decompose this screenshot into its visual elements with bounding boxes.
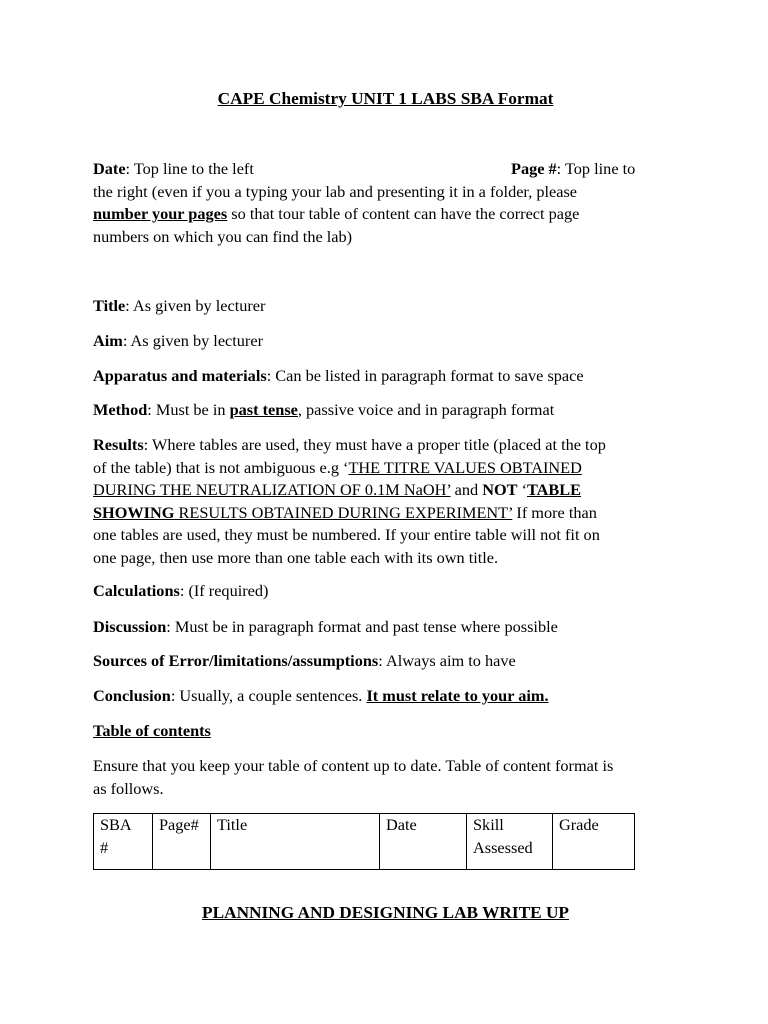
conclusion-item-text: : Usually, a couple sentences.	[170, 686, 367, 705]
method-item-text1: : Must be in	[147, 400, 230, 419]
title-item-label: Title	[93, 296, 126, 315]
date-para-line3: so that tour table of content can have the correct page	[227, 204, 580, 223]
apparatus-item-text: : Can be listed in paragraph format to save space	[266, 366, 584, 385]
table-word: TABLE	[527, 480, 581, 499]
toc-header-grade: Grade	[553, 814, 635, 870]
calculations-item-label: Calculations	[93, 581, 180, 600]
table-row	[94, 814, 635, 870]
conclusion-item-label: Conclusion	[93, 686, 171, 705]
calculations-item-text: : (If required)	[179, 581, 269, 600]
toc-header-sba: SBA #	[94, 814, 153, 870]
section-heading: PLANNING AND DESIGNING LAB WRITE UP	[202, 903, 569, 922]
date-label: Date	[93, 159, 126, 178]
method-item-label: Method	[93, 400, 148, 419]
results-line4b: RESULTS OBTAINED DURING EXPERIMENT’	[174, 502, 513, 522]
toc-header-date: Date	[380, 814, 467, 870]
sources-item-label: Sources of Error/limitations/assumptions	[93, 651, 379, 670]
discussion-item-label: Discussion	[93, 617, 167, 636]
date-paragraph	[93, 158, 678, 248]
conclusion-emphasis: It must relate to your aim.	[366, 686, 549, 705]
toc-intro-line1: Ensure that you keep your table of content up to date. Table of content format is	[93, 756, 614, 775]
results-line3b: and	[450, 480, 483, 499]
title-item	[93, 295, 678, 318]
toc-intro	[93, 755, 678, 800]
toc-header-title: Title	[211, 814, 380, 870]
method-item-text2: , passive voice and in paragraph format	[297, 400, 555, 419]
sources-item	[93, 650, 678, 673]
results-line5: one tables are used, they must be numbered. If your entire table will not fit on	[93, 525, 600, 544]
results-line3c: ‘	[517, 480, 527, 499]
apparatus-item-label: Apparatus and materials	[93, 366, 267, 385]
results-line2b: THE TITRE VALUES OBTAINED	[348, 457, 582, 477]
document-title: CAPE Chemistry UNIT 1 LABS SBA Format	[217, 89, 554, 108]
discussion-item-text: : Must be in paragraph format and past tense where possible	[166, 617, 558, 636]
page-text: : Top line to	[556, 159, 636, 178]
calculations-item	[93, 580, 678, 603]
toc-header-page: Page#	[153, 814, 211, 870]
toc-heading-text: Table of contents	[93, 721, 211, 740]
results-line4c: If more than	[512, 502, 597, 522]
aim-item-text: : As given by lecturer	[122, 331, 264, 350]
sources-item-text: : Always aim to have	[378, 651, 516, 670]
results-line3a: DURING THE NEUTRALIZATION OF 0.1M NaOH’	[93, 480, 451, 499]
past-tense-emphasis: past tense	[229, 400, 298, 419]
aim-item	[93, 330, 678, 353]
results-item	[93, 434, 678, 569]
discussion-item	[93, 616, 678, 639]
page-label: Page #	[511, 159, 557, 178]
toc-format-table	[93, 813, 635, 870]
date-text: : Top line to the left	[125, 159, 254, 178]
number-pages-emphasis: number your pages	[93, 204, 228, 223]
results-item-label: Results	[93, 435, 144, 454]
title-item-text: : As given by lecturer	[125, 296, 266, 315]
results-line1: : Where tables are used, they must have a proper title (placed at the top	[143, 435, 606, 454]
date-para-line4: numbers on which you can find the lab)	[93, 226, 353, 246]
toc-intro-line2: as follows.	[93, 778, 164, 798]
results-line6: one page, then use more than one table each with its own title.	[93, 547, 499, 567]
apparatus-item	[93, 365, 678, 388]
toc-heading	[93, 720, 678, 743]
conclusion-item	[93, 685, 678, 708]
date-para-line2: the right (even if you a typing your lab and presenting it in a folder, please	[93, 181, 578, 201]
aim-item-label: Aim	[93, 331, 123, 350]
toc-header-skill: Skill Assessed	[467, 814, 553, 870]
not-emphasis: NOT	[482, 480, 518, 499]
method-item	[93, 399, 678, 422]
showing-word: SHOWING	[93, 502, 175, 522]
results-line2a: of the table) that is not ambiguous e.g ‘	[93, 457, 349, 477]
